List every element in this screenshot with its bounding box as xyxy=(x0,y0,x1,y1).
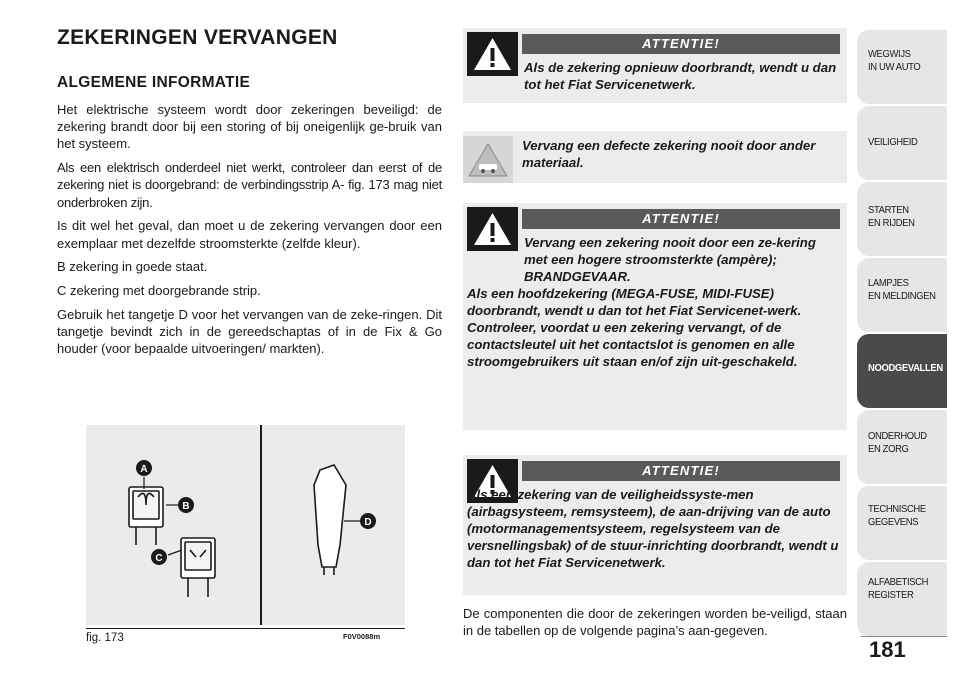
footer-text: De componenten die door de zekeringen worden be-veiligd, staan in de tabellen op de volgende pagina’s aan-gegeven. xyxy=(463,606,847,638)
body-text xyxy=(57,101,442,364)
warning-header: ATTENTIE! xyxy=(522,461,840,481)
warning-text xyxy=(467,486,841,571)
nav-tab-alfabetisch-register[interactable] xyxy=(857,562,947,636)
fuse-good-icon xyxy=(129,487,163,545)
paragraph: C zekering met doorgebrande strip. xyxy=(57,283,261,299)
page-number: 181 xyxy=(869,637,906,662)
figure-code: F0V0088m xyxy=(343,632,381,641)
label-b: B xyxy=(182,501,190,512)
nav-tab-label: VEILIGHEID xyxy=(868,136,918,148)
nav-tab-lampjes[interactable] xyxy=(857,258,947,332)
nav-tab-label: EN MELDINGEN xyxy=(868,290,936,302)
warning-line: Als een zekering van de veiligheidssyste-men (airbagsysteem, remsysteem), de aan-drijving van de auto (motormanagementsysteem, regelsysteem van de versnellingsbak) of de stuur-inrichting doorbrandt, wendt u dan tot het Fiat Servicenetwerk. xyxy=(467,487,839,570)
nav-tab-label: ALFABETISCH xyxy=(868,576,929,588)
nav-tab-label: IN UW AUTO xyxy=(868,61,921,73)
figure-caption-rule xyxy=(86,628,405,629)
note-text xyxy=(522,137,848,171)
label-d: D xyxy=(364,517,372,528)
nav-tab-wegwijs[interactable] xyxy=(857,30,947,104)
nav-tab-label: LAMPJES xyxy=(868,277,909,289)
nav-tab-label: EN ZORG xyxy=(868,443,909,455)
warning-line: Als de zekering opnieuw doorbrandt, wendt u dan tot het Fiat Servicenetwerk. xyxy=(524,60,837,92)
warning-line: Controleer, voordat u een zekering vervangt, of de contactsleutel uit het contactslot is genomen en alle stroomgebruikers uit staan en/of zijn uit-geschakeld. xyxy=(467,320,798,369)
warning-line: Als een hoofdzekering (MEGA-FUSE, MIDI-FUSE) doorbrandt, wendt u dan tot het Fiat Servicenet-werk. xyxy=(467,286,802,318)
figure-caption: fig. 173 xyxy=(86,632,124,644)
nav-tab-label: STARTEN xyxy=(868,204,909,216)
fuse-figure xyxy=(86,425,405,625)
nav-tab-label: WEGWIJS xyxy=(868,48,911,60)
warning-header: ATTENTIE! xyxy=(522,209,840,229)
warning-line: Vervang een zekering nooit door een ze-kering met een hogere stroomsterkte (ampère); BRANDGEVAAR. xyxy=(524,235,816,284)
warning-text xyxy=(467,234,841,370)
fuse-puller-icon xyxy=(314,465,346,575)
paragraph: Gebruik het tangetje D voor het vervangen van de zeke-ringen. Dit tangetje bevindt zich in de gereedschaptas of in de Fix & Go houder (voor bepaalde uitvoeringen/ markten). xyxy=(57,307,442,357)
paragraph: B zekering in goede staat. xyxy=(57,259,208,275)
page-title: ZEKERINGEN VERVANGEN xyxy=(57,26,338,49)
nav-tab-starten[interactable] xyxy=(857,182,947,256)
note-line: Vervang een defecte zekering nooit door ander materiaal. xyxy=(522,138,816,170)
environment-icon xyxy=(463,136,513,183)
nav-tab-noodgevallen[interactable] xyxy=(857,334,947,408)
nav-tab-technische-gegevens[interactable] xyxy=(857,486,947,560)
warning-triangle-icon xyxy=(467,32,518,76)
warning-header: ATTENTIE! xyxy=(522,34,840,54)
nav-tab-veiligheid[interactable] xyxy=(857,106,947,180)
label-c: C xyxy=(155,553,163,564)
fuse-illustration xyxy=(86,425,405,625)
nav-tab-label: ONDERHOUD xyxy=(868,430,927,442)
nav-tab-label: TECHNISCHE xyxy=(868,503,926,515)
nav-tab-label: GEGEVENS xyxy=(868,516,919,528)
fuse-blown-icon xyxy=(181,538,215,597)
nav-tab-label: EN RIJDEN xyxy=(868,217,915,229)
section-title: ALGEMENE INFORMATIE xyxy=(57,74,251,91)
paragraph: Het elektrische systeem wordt door zekeringen beveiligd: de zekering brandt door bij een storing of bij oneigenlijk ge-bruik van het systeem. xyxy=(57,102,442,152)
nav-tab-label: NOODGEVALLEN xyxy=(868,362,943,374)
label-a: A xyxy=(140,464,148,475)
paragraph: Als een elektrisch onderdeel niet werkt, controleer dan eerst of de zekering niet is doorgebrand: de verbindingsstrip A- fig. 173 mag niet onderbroken zijn. xyxy=(57,160,442,210)
nav-tab-onderhoud[interactable] xyxy=(857,410,947,484)
paragraph: Is dit wel het geval, dan moet u de zekering vervangen door een exemplaar met dezelfde stroomsterkte (zelfde kleur). xyxy=(57,218,442,251)
nav-tab-label: REGISTER xyxy=(868,589,914,601)
warning-text xyxy=(524,59,840,93)
